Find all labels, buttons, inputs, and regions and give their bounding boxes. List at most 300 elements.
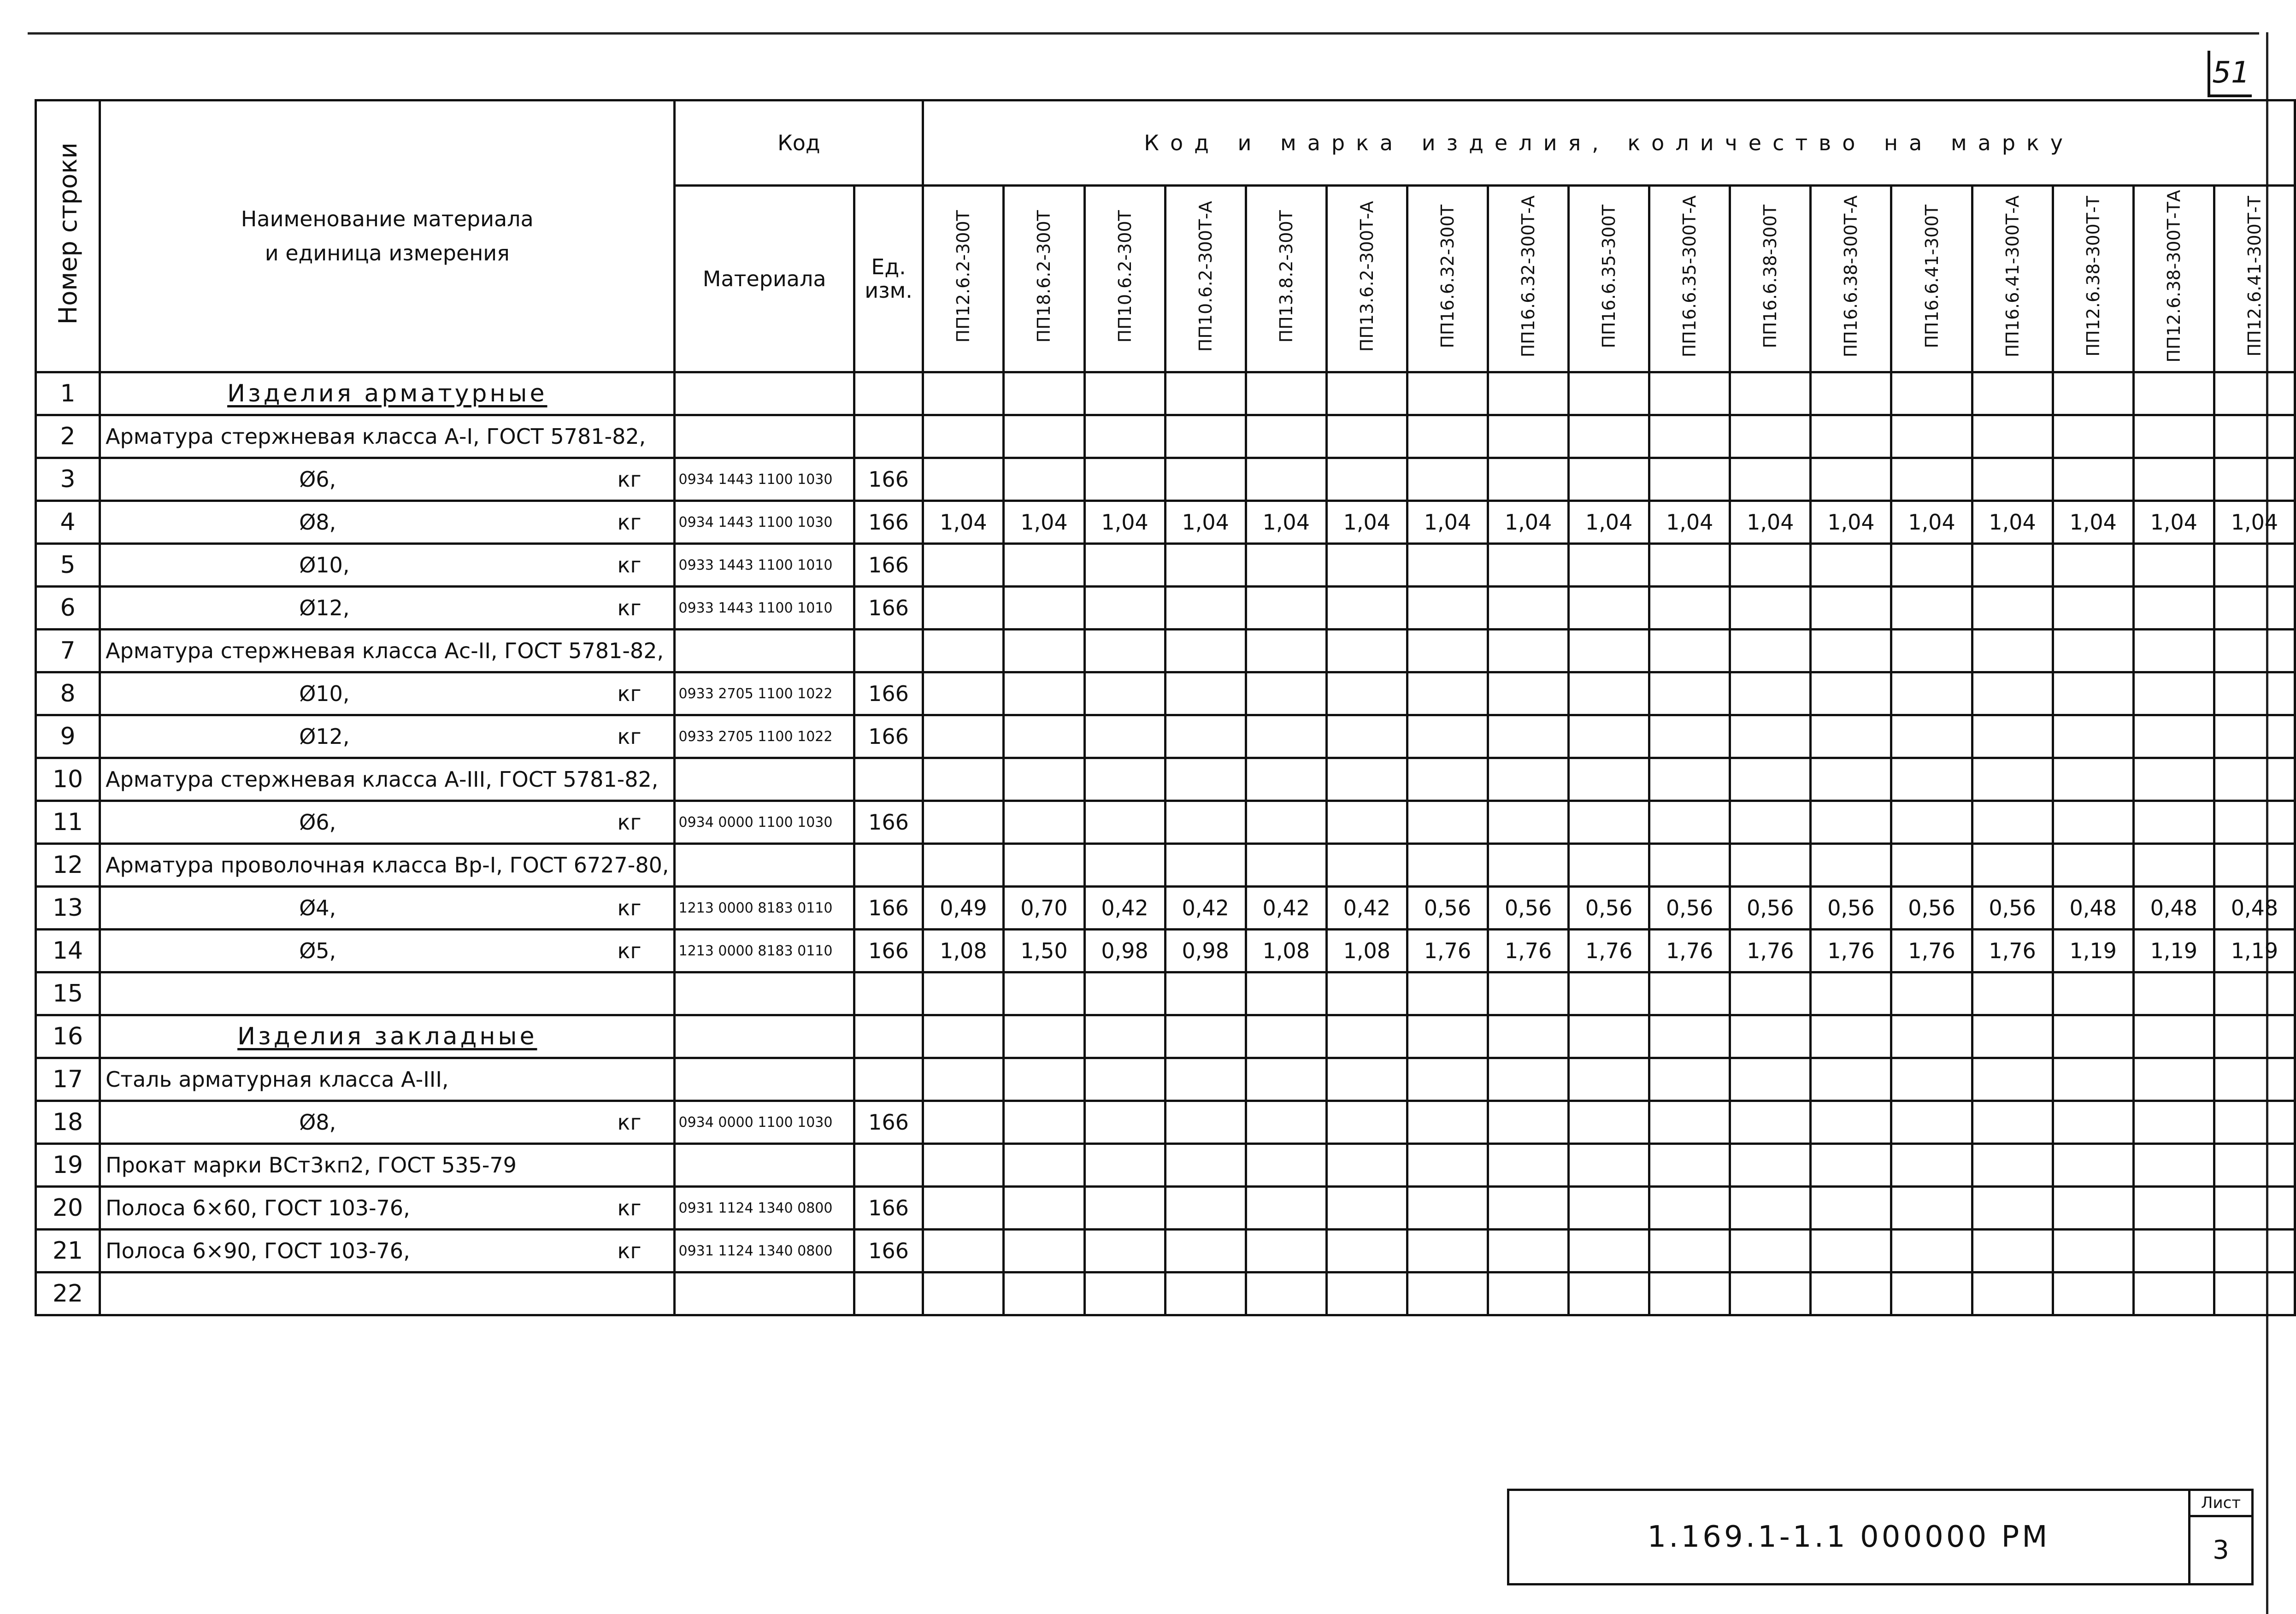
row-number: 20 bbox=[36, 1187, 100, 1230]
quantity-cell bbox=[1488, 587, 1569, 630]
header-mark bbox=[1004, 186, 1084, 372]
quantity-cell bbox=[1891, 458, 1972, 501]
quantity-cell bbox=[1730, 1144, 1811, 1187]
material-code bbox=[675, 630, 854, 672]
quantity-cell: 1,04 bbox=[1165, 501, 1246, 544]
quantity-cell bbox=[1004, 715, 1084, 758]
page-number: 51 bbox=[2208, 51, 2252, 97]
row-number: 17 bbox=[36, 1058, 100, 1101]
quantity-cell: 1,04 bbox=[1891, 501, 1972, 544]
quantity-cell bbox=[1891, 758, 1972, 801]
quantity-cell bbox=[1084, 1230, 1165, 1272]
quantity-cell: 1,76 bbox=[1891, 930, 1972, 972]
table-row bbox=[36, 844, 2295, 887]
quantity-cell bbox=[1972, 1187, 2053, 1230]
material-name-cell bbox=[100, 544, 675, 587]
quantity-cell: 1,76 bbox=[1811, 930, 1891, 972]
quantity-cell bbox=[1004, 844, 1084, 887]
quantity-cell bbox=[2214, 844, 2295, 887]
quantity-cell bbox=[1569, 1187, 1649, 1230]
material-code: 0933 2705 1100 1022 bbox=[675, 715, 854, 758]
material-code bbox=[675, 758, 854, 801]
quantity-cell bbox=[1084, 1272, 1165, 1315]
header-mark bbox=[1730, 186, 1811, 372]
unit-code bbox=[854, 972, 923, 1015]
quantity-cell bbox=[1326, 801, 1407, 844]
quantity-cell bbox=[1811, 1144, 1891, 1187]
quantity-cell bbox=[1891, 715, 1972, 758]
quantity-cell bbox=[923, 758, 1004, 801]
quantity-cell: 1,04 bbox=[1246, 501, 1326, 544]
material-name-cell bbox=[100, 887, 675, 930]
quantity-cell bbox=[1407, 844, 1488, 887]
quantity-cell bbox=[1811, 1101, 1891, 1144]
row-number: 2 bbox=[36, 415, 100, 458]
material-name-cell bbox=[100, 501, 675, 544]
quantity-cell bbox=[1165, 587, 1246, 630]
quantity-cell bbox=[1246, 1101, 1326, 1144]
quantity-cell bbox=[1488, 715, 1569, 758]
mark-label: ПП16.6.35-300Т-А bbox=[1679, 195, 1700, 358]
quantity-cell bbox=[1488, 1058, 1569, 1101]
unit-kg: кг bbox=[617, 1238, 642, 1263]
material-code: 0931 1124 1340 0800 bbox=[675, 1230, 854, 1272]
quantity-cell bbox=[923, 1230, 1004, 1272]
unit-code: 166 bbox=[854, 458, 923, 501]
mark-label: ПП16.6.32-300Т bbox=[1437, 204, 1458, 348]
table-row bbox=[36, 587, 2295, 630]
quantity-cell bbox=[1407, 1101, 1488, 1144]
sheet-number: 3 bbox=[2190, 1516, 2253, 1585]
quantity-cell: 0,56 bbox=[1569, 887, 1649, 930]
unit-kg: кг bbox=[617, 1196, 642, 1220]
quantity-cell bbox=[1407, 1144, 1488, 1187]
material-name-cell bbox=[100, 930, 675, 972]
quantity-cell: 1,76 bbox=[1407, 930, 1488, 972]
quantity-cell bbox=[2053, 1230, 2133, 1272]
unit-kg: кг bbox=[617, 724, 642, 749]
row-number: 19 bbox=[36, 1144, 100, 1187]
row-number: 7 bbox=[36, 630, 100, 672]
quantity-cell bbox=[2053, 1058, 2133, 1101]
quantity-cell bbox=[1246, 587, 1326, 630]
quantity-cell bbox=[1004, 1015, 1084, 1058]
quantity-cell bbox=[1004, 1272, 1084, 1315]
quantity-cell bbox=[1004, 1230, 1084, 1272]
quantity-cell bbox=[1004, 630, 1084, 672]
quantity-cell bbox=[1326, 758, 1407, 801]
quantity-cell bbox=[2053, 1272, 2133, 1315]
material-code: 0933 1443 1100 1010 bbox=[675, 587, 854, 630]
quantity-cell bbox=[1246, 372, 1326, 415]
quantity-cell bbox=[1246, 1187, 1326, 1230]
quantity-cell bbox=[1972, 972, 2053, 1015]
top-border bbox=[28, 32, 2259, 35]
row-number: 3 bbox=[36, 458, 100, 501]
quantity-cell bbox=[1972, 1101, 2053, 1144]
unit-code bbox=[854, 844, 923, 887]
quantity-cell bbox=[1649, 844, 1730, 887]
unit-kg: кг bbox=[617, 467, 642, 492]
material-code: 0933 2705 1100 1022 bbox=[675, 672, 854, 715]
quantity-cell bbox=[1246, 1272, 1326, 1315]
material-code bbox=[675, 844, 854, 887]
quantity-cell bbox=[2214, 672, 2295, 715]
quantity-cell bbox=[1811, 844, 1891, 887]
quantity-cell: 1,08 bbox=[1326, 930, 1407, 972]
quantity-cell bbox=[1407, 415, 1488, 458]
quantity-cell bbox=[923, 587, 1004, 630]
quantity-cell bbox=[2053, 372, 2133, 415]
quantity-cell bbox=[1246, 715, 1326, 758]
quantity-cell: 1,04 bbox=[1488, 501, 1569, 544]
quantity-cell bbox=[1891, 544, 1972, 587]
quantity-cell bbox=[1730, 1101, 1811, 1144]
quantity-cell bbox=[923, 415, 1004, 458]
quantity-cell: 1,19 bbox=[2214, 930, 2295, 972]
quantity-cell bbox=[1084, 1058, 1165, 1101]
quantity-cell: 1,04 bbox=[2214, 501, 2295, 544]
quantity-cell bbox=[1649, 715, 1730, 758]
quantity-cell bbox=[1730, 1230, 1811, 1272]
quantity-cell bbox=[1407, 1230, 1488, 1272]
quantity-cell: 1,04 bbox=[2053, 501, 2133, 544]
quantity-cell: 1,76 bbox=[1730, 930, 1811, 972]
quantity-cell: 1,76 bbox=[1569, 930, 1649, 972]
quantity-cell bbox=[1165, 1187, 1246, 1230]
quantity-cell bbox=[1569, 1272, 1649, 1315]
header-material-name-line1: Наименование материала bbox=[241, 206, 534, 231]
quantity-cell: 0,42 bbox=[1326, 887, 1407, 930]
quantity-cell bbox=[1246, 844, 1326, 887]
quantity-cell bbox=[1084, 1187, 1165, 1230]
quantity-cell bbox=[2133, 801, 2214, 844]
quantity-cell bbox=[1165, 1272, 1246, 1315]
quantity-cell: 1,04 bbox=[1407, 501, 1488, 544]
quantity-cell bbox=[1084, 1144, 1165, 1187]
quantity-cell bbox=[923, 544, 1004, 587]
quantity-cell bbox=[1246, 1144, 1326, 1187]
quantity-cell bbox=[1972, 715, 2053, 758]
quantity-cell bbox=[1084, 715, 1165, 758]
quantity-cell bbox=[2053, 458, 2133, 501]
quantity-cell bbox=[1326, 1101, 1407, 1144]
quantity-cell bbox=[1246, 672, 1326, 715]
quantity-cell bbox=[1407, 1272, 1488, 1315]
quantity-cell bbox=[1084, 972, 1165, 1015]
mark-label: ПП16.6.38-300Т bbox=[1760, 204, 1781, 348]
quantity-cell bbox=[2214, 1230, 2295, 1272]
quantity-cell bbox=[1569, 1230, 1649, 1272]
unit-code: 166 bbox=[854, 715, 923, 758]
quantity-cell bbox=[1649, 1015, 1730, 1058]
quantity-cell bbox=[1165, 458, 1246, 501]
quantity-cell bbox=[1972, 1058, 2053, 1101]
quantity-cell: 1,76 bbox=[1488, 930, 1569, 972]
quantity-cell bbox=[1407, 1015, 1488, 1058]
quantity-cell bbox=[923, 1187, 1004, 1230]
row-number: 14 bbox=[36, 930, 100, 972]
quantity-cell: 1,04 bbox=[923, 501, 1004, 544]
quantity-cell bbox=[1407, 672, 1488, 715]
quantity-cell bbox=[1326, 544, 1407, 587]
material-name-cell bbox=[100, 1187, 675, 1230]
quantity-cell bbox=[2053, 758, 2133, 801]
material-name-cell bbox=[100, 1272, 675, 1315]
material-name-cell bbox=[100, 1058, 675, 1101]
quantity-cell bbox=[923, 1015, 1004, 1058]
quantity-cell bbox=[1569, 672, 1649, 715]
material-name: Арматура стержневая класса А-III, ГОСТ 5781-82, bbox=[106, 767, 659, 792]
quantity-cell bbox=[1891, 587, 1972, 630]
material-name: Полоса 6×60, ГОСТ 103-76, bbox=[106, 1196, 410, 1220]
quantity-cell bbox=[1004, 544, 1084, 587]
quantity-cell bbox=[1972, 415, 2053, 458]
table-row bbox=[36, 1058, 2295, 1101]
unit-code: 166 bbox=[854, 930, 923, 972]
row-number: 12 bbox=[36, 844, 100, 887]
quantity-cell: 1,04 bbox=[1569, 501, 1649, 544]
quantity-cell: 0,98 bbox=[1165, 930, 1246, 972]
title-block bbox=[1507, 1489, 2254, 1585]
quantity-cell bbox=[1891, 1230, 1972, 1272]
unit-code: 166 bbox=[854, 587, 923, 630]
quantity-cell bbox=[1972, 544, 2053, 587]
quantity-cell bbox=[1488, 1101, 1569, 1144]
header-row-number-label: Номер строки bbox=[53, 142, 82, 325]
quantity-cell bbox=[1891, 1101, 1972, 1144]
row-number: 15 bbox=[36, 972, 100, 1015]
quantity-cell bbox=[1165, 672, 1246, 715]
quantity-cell bbox=[1488, 630, 1569, 672]
quantity-cell: 1,04 bbox=[1730, 501, 1811, 544]
quantity-cell bbox=[2214, 1187, 2295, 1230]
unit-code bbox=[854, 372, 923, 415]
material-name-cell bbox=[100, 1144, 675, 1187]
quantity-cell bbox=[1488, 758, 1569, 801]
material-name-cell bbox=[100, 1230, 675, 1272]
quantity-cell bbox=[1972, 1015, 2053, 1058]
quantity-cell: 1,04 bbox=[2133, 501, 2214, 544]
quantity-cell bbox=[1165, 715, 1246, 758]
quantity-cell bbox=[1246, 801, 1326, 844]
quantity-cell bbox=[1084, 458, 1165, 501]
unit-code bbox=[854, 758, 923, 801]
diameter: Ø8, bbox=[299, 510, 336, 535]
quantity-cell bbox=[1165, 1058, 1246, 1101]
row-number: 8 bbox=[36, 672, 100, 715]
quantity-cell bbox=[1730, 672, 1811, 715]
table-row bbox=[36, 630, 2295, 672]
quantity-cell bbox=[1811, 544, 1891, 587]
quantity-cell bbox=[2214, 1058, 2295, 1101]
quantity-cell bbox=[1407, 972, 1488, 1015]
quantity-cell bbox=[1407, 372, 1488, 415]
quantity-cell bbox=[1165, 372, 1246, 415]
quantity-cell bbox=[1569, 801, 1649, 844]
quantity-cell: 0,42 bbox=[1084, 887, 1165, 930]
mark-label: ПП12.6.38-300Т-ТА bbox=[2163, 190, 2184, 363]
row-number: 1 bbox=[36, 372, 100, 415]
row-number: 6 bbox=[36, 587, 100, 630]
quantity-cell bbox=[1084, 544, 1165, 587]
material-name-cell bbox=[100, 844, 675, 887]
quantity-cell bbox=[1326, 1187, 1407, 1230]
diameter: Ø12, bbox=[299, 724, 350, 749]
diameter: Ø6, bbox=[299, 810, 336, 835]
header-mark bbox=[1569, 186, 1649, 372]
section-title: Изделия арматурные bbox=[227, 380, 548, 407]
material-name-cell bbox=[100, 415, 675, 458]
row-number: 21 bbox=[36, 1230, 100, 1272]
quantity-cell: 1,04 bbox=[1649, 501, 1730, 544]
quantity-cell bbox=[1165, 1144, 1246, 1187]
quantity-cell bbox=[1084, 415, 1165, 458]
quantity-cell bbox=[1004, 415, 1084, 458]
quantity-cell: 1,08 bbox=[923, 930, 1004, 972]
unit-code: 166 bbox=[854, 801, 923, 844]
unit-code bbox=[854, 1015, 923, 1058]
quantity-cell bbox=[2053, 672, 2133, 715]
table-row bbox=[36, 672, 2295, 715]
quantity-cell bbox=[1488, 1187, 1569, 1230]
material-name-cell bbox=[100, 587, 675, 630]
quantity-cell bbox=[1649, 1101, 1730, 1144]
quantity-cell bbox=[1326, 672, 1407, 715]
quantity-cell bbox=[923, 1272, 1004, 1315]
quantity-cell: 0,56 bbox=[1891, 887, 1972, 930]
quantity-cell bbox=[1730, 1015, 1811, 1058]
quantity-cell bbox=[1084, 844, 1165, 887]
mark-label: ПП18.6.2-300Т bbox=[1034, 210, 1054, 343]
quantity-cell bbox=[1004, 587, 1084, 630]
quantity-cell bbox=[923, 844, 1004, 887]
quantity-cell: 1,76 bbox=[1649, 930, 1730, 972]
material-code: 0934 0000 1100 1030 bbox=[675, 1101, 854, 1144]
quantity-cell bbox=[1649, 1230, 1730, 1272]
header-mark bbox=[1165, 186, 1246, 372]
header-mark bbox=[1972, 186, 2053, 372]
quantity-cell: 1,04 bbox=[1811, 501, 1891, 544]
quantity-cell bbox=[1811, 801, 1891, 844]
quantity-cell bbox=[1811, 587, 1891, 630]
quantity-cell bbox=[1084, 372, 1165, 415]
quantity-cell bbox=[1730, 587, 1811, 630]
quantity-cell bbox=[1730, 1187, 1811, 1230]
quantity-cell bbox=[1165, 1230, 1246, 1272]
quantity-cell bbox=[1730, 544, 1811, 587]
header-mark bbox=[1891, 186, 1972, 372]
material-name: Полоса 6×90, ГОСТ 103-76, bbox=[106, 1238, 410, 1263]
quantity-cell: 0,42 bbox=[1165, 887, 1246, 930]
row-number: 13 bbox=[36, 887, 100, 930]
quantity-cell bbox=[1891, 1187, 1972, 1230]
unit-code bbox=[854, 1272, 923, 1315]
quantity-cell bbox=[1326, 972, 1407, 1015]
quantity-cell bbox=[2214, 544, 2295, 587]
quantity-cell: 1,04 bbox=[1326, 501, 1407, 544]
quantity-cell bbox=[1084, 801, 1165, 844]
mark-label: ПП12.6.41-300Т-Т bbox=[2244, 196, 2265, 357]
material-code bbox=[675, 372, 854, 415]
materials-table bbox=[35, 99, 2296, 1316]
quantity-cell bbox=[2053, 1101, 2133, 1144]
diameter: Ø4, bbox=[299, 895, 336, 920]
material-name: Прокат марки ВСт3кп2, ГОСТ 535-79 bbox=[106, 1153, 517, 1178]
header-mark bbox=[2214, 186, 2295, 372]
quantity-cell bbox=[1811, 1230, 1891, 1272]
unit-code: 166 bbox=[854, 544, 923, 587]
quantity-cell bbox=[2133, 1144, 2214, 1187]
row-number: 22 bbox=[36, 1272, 100, 1315]
quantity-cell bbox=[1488, 544, 1569, 587]
table-row bbox=[36, 1015, 2295, 1058]
quantity-cell bbox=[1891, 672, 1972, 715]
quantity-cell bbox=[1084, 630, 1165, 672]
quantity-cell bbox=[2214, 1272, 2295, 1315]
unit-code: 166 bbox=[854, 1230, 923, 1272]
row-number: 11 bbox=[36, 801, 100, 844]
quantity-cell bbox=[1649, 372, 1730, 415]
quantity-cell bbox=[2133, 672, 2214, 715]
quantity-cell bbox=[1488, 415, 1569, 458]
quantity-cell: 0,70 bbox=[1004, 887, 1084, 930]
quantity-cell bbox=[2133, 972, 2214, 1015]
quantity-cell bbox=[1891, 972, 1972, 1015]
material-name-cell bbox=[100, 801, 675, 844]
quantity-cell bbox=[1488, 672, 1569, 715]
unit-kg: кг bbox=[617, 595, 642, 620]
quantity-cell bbox=[2133, 1187, 2214, 1230]
quantity-cell bbox=[1004, 372, 1084, 415]
material-code bbox=[675, 1272, 854, 1315]
quantity-cell bbox=[1488, 972, 1569, 1015]
table-row bbox=[36, 801, 2295, 844]
quantity-cell bbox=[1569, 1015, 1649, 1058]
quantity-cell bbox=[1811, 672, 1891, 715]
quantity-cell bbox=[1730, 458, 1811, 501]
quantity-cell bbox=[1972, 758, 2053, 801]
quantity-cell bbox=[1649, 672, 1730, 715]
material-code: 0934 1443 1100 1030 bbox=[675, 458, 854, 501]
quantity-cell bbox=[1649, 587, 1730, 630]
quantity-cell: 0,56 bbox=[1972, 887, 2053, 930]
quantity-cell bbox=[1649, 1144, 1730, 1187]
table-row bbox=[36, 972, 2295, 1015]
unit-code: 166 bbox=[854, 501, 923, 544]
quantity-cell bbox=[1326, 372, 1407, 415]
quantity-cell bbox=[1165, 630, 1246, 672]
quantity-cell bbox=[1649, 972, 1730, 1015]
quantity-cell bbox=[1326, 458, 1407, 501]
quantity-cell bbox=[1972, 458, 2053, 501]
table-row bbox=[36, 887, 2295, 930]
quantity-cell bbox=[1730, 758, 1811, 801]
quantity-cell bbox=[2133, 715, 2214, 758]
quantity-cell bbox=[1730, 630, 1811, 672]
unit-code bbox=[854, 415, 923, 458]
quantity-cell bbox=[2133, 630, 2214, 672]
material-code: 1213 0000 8183 0110 bbox=[675, 930, 854, 972]
quantity-cell bbox=[1407, 630, 1488, 672]
quantity-cell bbox=[1891, 1058, 1972, 1101]
quantity-cell bbox=[923, 630, 1004, 672]
header-mark bbox=[1811, 186, 1891, 372]
quantity-cell bbox=[2053, 1187, 2133, 1230]
quantity-cell bbox=[1972, 1144, 2053, 1187]
quantity-cell bbox=[1407, 801, 1488, 844]
quantity-cell: 0,98 bbox=[1084, 930, 1165, 972]
